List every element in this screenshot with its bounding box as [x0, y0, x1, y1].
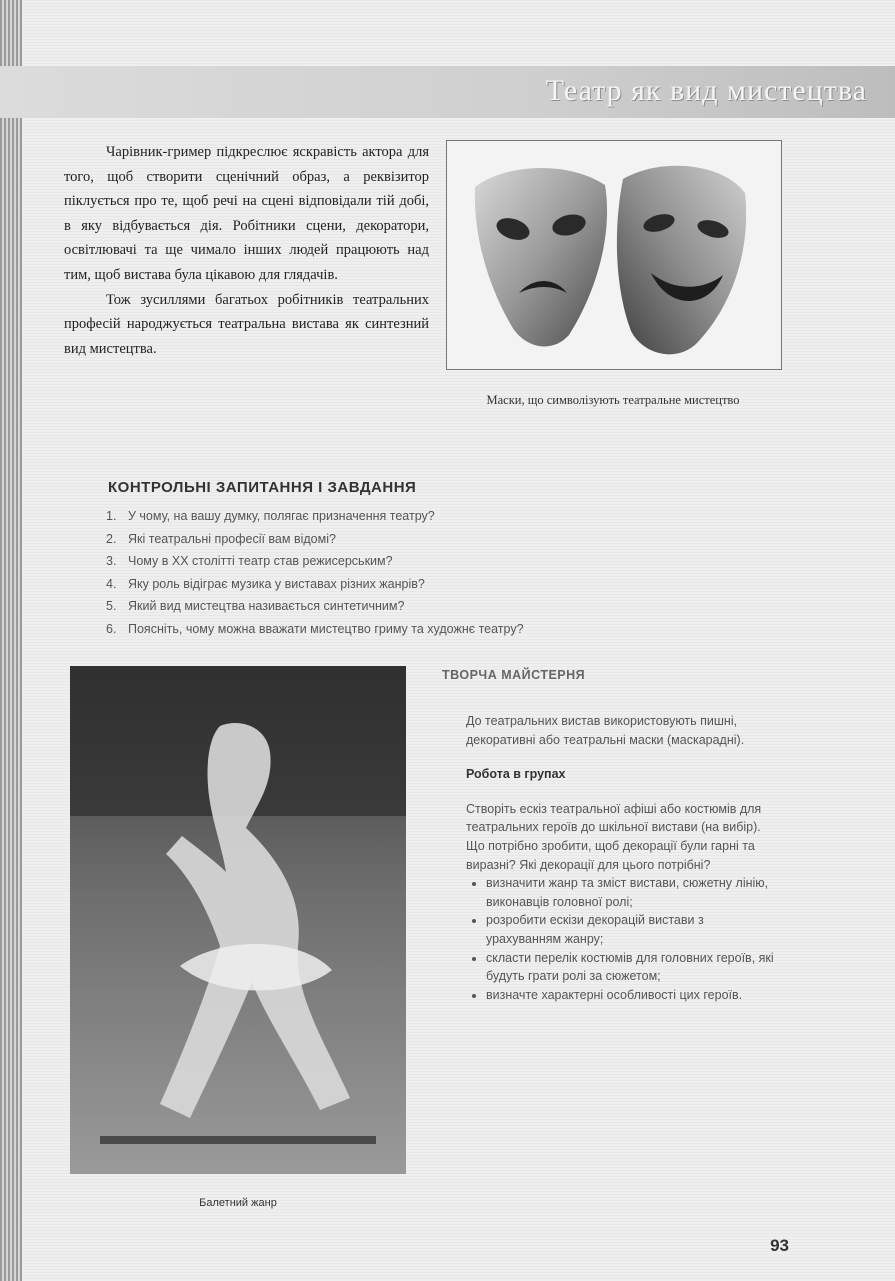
- question-number: 3.: [106, 554, 117, 569]
- question-text: Який вид мистецтва називається синтетичним?: [128, 599, 405, 614]
- masks-image-caption: Маски, що символізують театральне мистецтво: [486, 393, 740, 407]
- intro-paragraph: Тож зусиллями багатьох робітників театральних професій народжується театральна вистава як синтезний вид мистецтва.: [64, 291, 429, 357]
- comedy-mask: [617, 166, 746, 355]
- intro-paragraph: Чарівник-гример підкреслює яскравість актора для того, щоб створити сценічний образ, а реквізитор піклується про те, щоб речі на сцені відповідали тій добі, в яку відбувається дія. Робітники сцени, декоратори, освітлювачі та ще чимало інших людей працюють над тим, щоб вистава була цікавою для глядачів.: [64, 144, 429, 283]
- tragedy-mask: [475, 168, 607, 346]
- page-header-title: Театр як вид мистецтва: [545, 74, 867, 107]
- workshop-bullet-list: [466, 874, 782, 1004]
- ballet-photo-illustration: [70, 666, 406, 1174]
- theatre-masks-illustration: [447, 141, 781, 369]
- workshop-subheading: Робота в групах: [466, 767, 566, 782]
- workshop-heading: ТВОРЧА МАЙСТЕРНЯ: [442, 668, 586, 682]
- workshop-bullet: • скласти перелік костюмів для головних героїв, які будуть грати ролі за сюжетом;: [486, 949, 782, 986]
- workshop-body: [442, 712, 782, 1004]
- workshop-bullet: • визначити жанр та зміст вистави, сюжетну лінію, виконавців головної ролі;: [486, 874, 782, 911]
- workshop-task: Створіть ескіз театральної афіші або костюмів для театральних героїв до шкільної вистави (на вибір). Що потрібно зробити, щоб декорації були гарні та виразні? Які декорації для цього потрібні?: [466, 801, 762, 872]
- question-text: Чому в ХХ столітті театр став режисерським?: [128, 554, 393, 569]
- ballet-photo: [70, 666, 406, 1174]
- workshop-bullet: • визначте характерні особливості цих героїв.: [486, 986, 782, 1005]
- intro-text: [64, 140, 429, 361]
- theatre-masks-image: [446, 140, 782, 370]
- questions-heading: КОНТРОЛЬНІ ЗАПИТАННЯ І ЗАВДАННЯ: [108, 479, 417, 496]
- question-item: [106, 550, 746, 573]
- question-text: Які театральні професії вам відомі?: [128, 531, 336, 546]
- question-text: Поясніть, чому можна вважати мистецтво гриму та художнє театру?: [128, 621, 524, 636]
- page-number: 93: [770, 1236, 789, 1255]
- question-item: [106, 618, 746, 641]
- question-item: [106, 573, 746, 596]
- workshop-bullet: • розробити ескізи декорацій вистави з урахуванням жанру;: [486, 911, 782, 948]
- ballet-photo-caption: Балетний жанр: [199, 1197, 277, 1209]
- question-text: У чому, на вашу думку, полягає призначення театру?: [128, 509, 435, 523]
- creative-workshop-section: [442, 668, 782, 1004]
- question-number: 2.: [106, 531, 117, 546]
- question-item: [106, 505, 746, 528]
- question-number: 1.: [106, 509, 117, 523]
- question-number: 6.: [106, 621, 117, 636]
- question-number: 5.: [106, 599, 117, 614]
- question-number: 4.: [106, 576, 117, 591]
- questions-list: [106, 505, 746, 641]
- workshop-intro: До театральних вистав використовують пишні, декоративні або театральні маски (маскарадні).: [466, 714, 745, 747]
- question-item: [106, 528, 746, 551]
- question-item: [106, 595, 746, 618]
- question-text: Яку роль відіграє музика у виставах різних жанрів?: [128, 576, 425, 591]
- binding-edge: [0, 0, 22, 1281]
